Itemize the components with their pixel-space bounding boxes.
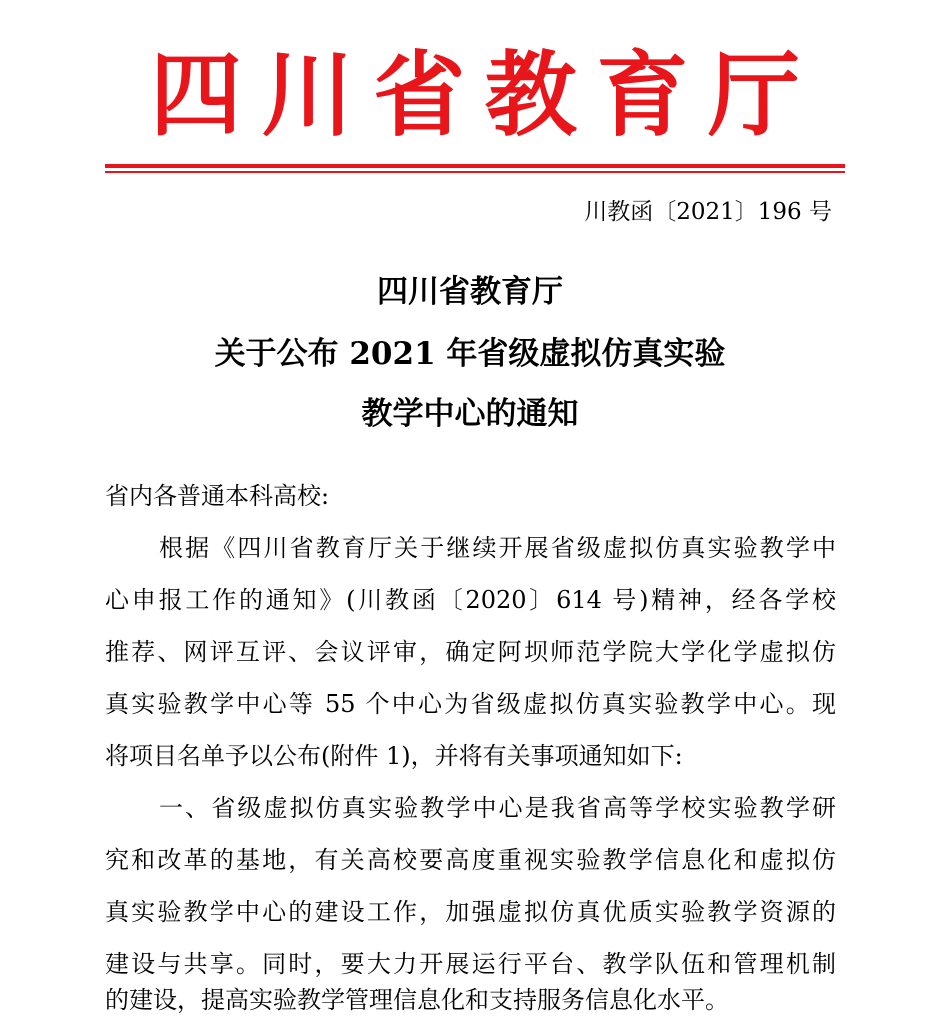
document-number: 川教函〔2021〕196 号 [584, 199, 832, 225]
masthead-char: 厅 [707, 41, 800, 149]
body-line: 将项目名单予以公布(附件 1)，并将有关事项通知如下: [105, 742, 683, 770]
body-line: 真实验教学中心的建设工作，加强虚拟仿真优质实验教学资源的 [105, 898, 836, 926]
title-line-1: 四川省教育厅 [377, 274, 563, 310]
title-line-3: 教学中心的通知 [361, 396, 579, 432]
masthead-char: 教 [484, 41, 577, 149]
red-divider-thin [105, 171, 845, 173]
masthead-char: 四 [150, 41, 243, 149]
body-line: 心申报工作的通知》(川教函〔2020〕614 号)精神，经各学校 [105, 586, 836, 614]
red-divider-thick [105, 164, 845, 168]
masthead-char: 省 [373, 41, 466, 149]
title-line-2: 关于公布 2021 年省级虚拟仿真实验 [214, 336, 726, 372]
body-line: 建设与共享。同时，要大力开展运行平台、教学队伍和管理机制 [105, 950, 836, 978]
body-line: 一、省级虚拟仿真实验教学中心是我省高等学校实验教学研 [159, 794, 836, 822]
body-line: 的建设，提高实验教学管理信息化和支持服务信息化水平。 [105, 986, 729, 1014]
masthead-title [150, 40, 800, 150]
masthead-char: 育 [596, 41, 689, 149]
body-line: 根据《四川省教育厅关于继续开展省级虚拟仿真实验教学中 [159, 534, 836, 562]
salutation: 省内各普通本科高校: [105, 482, 330, 510]
body-line: 真实验教学中心等 55 个中心为省级虚拟仿真实验教学中心。现 [105, 690, 836, 718]
masthead-char: 川 [261, 41, 354, 149]
body-line: 推荐、网评互评、会议评审，确定阿坝师范学院大学化学虚拟仿 [105, 638, 836, 666]
body-line: 究和改革的基地，有关高校要高度重视实验教学信息化和虚拟仿 [105, 846, 836, 874]
